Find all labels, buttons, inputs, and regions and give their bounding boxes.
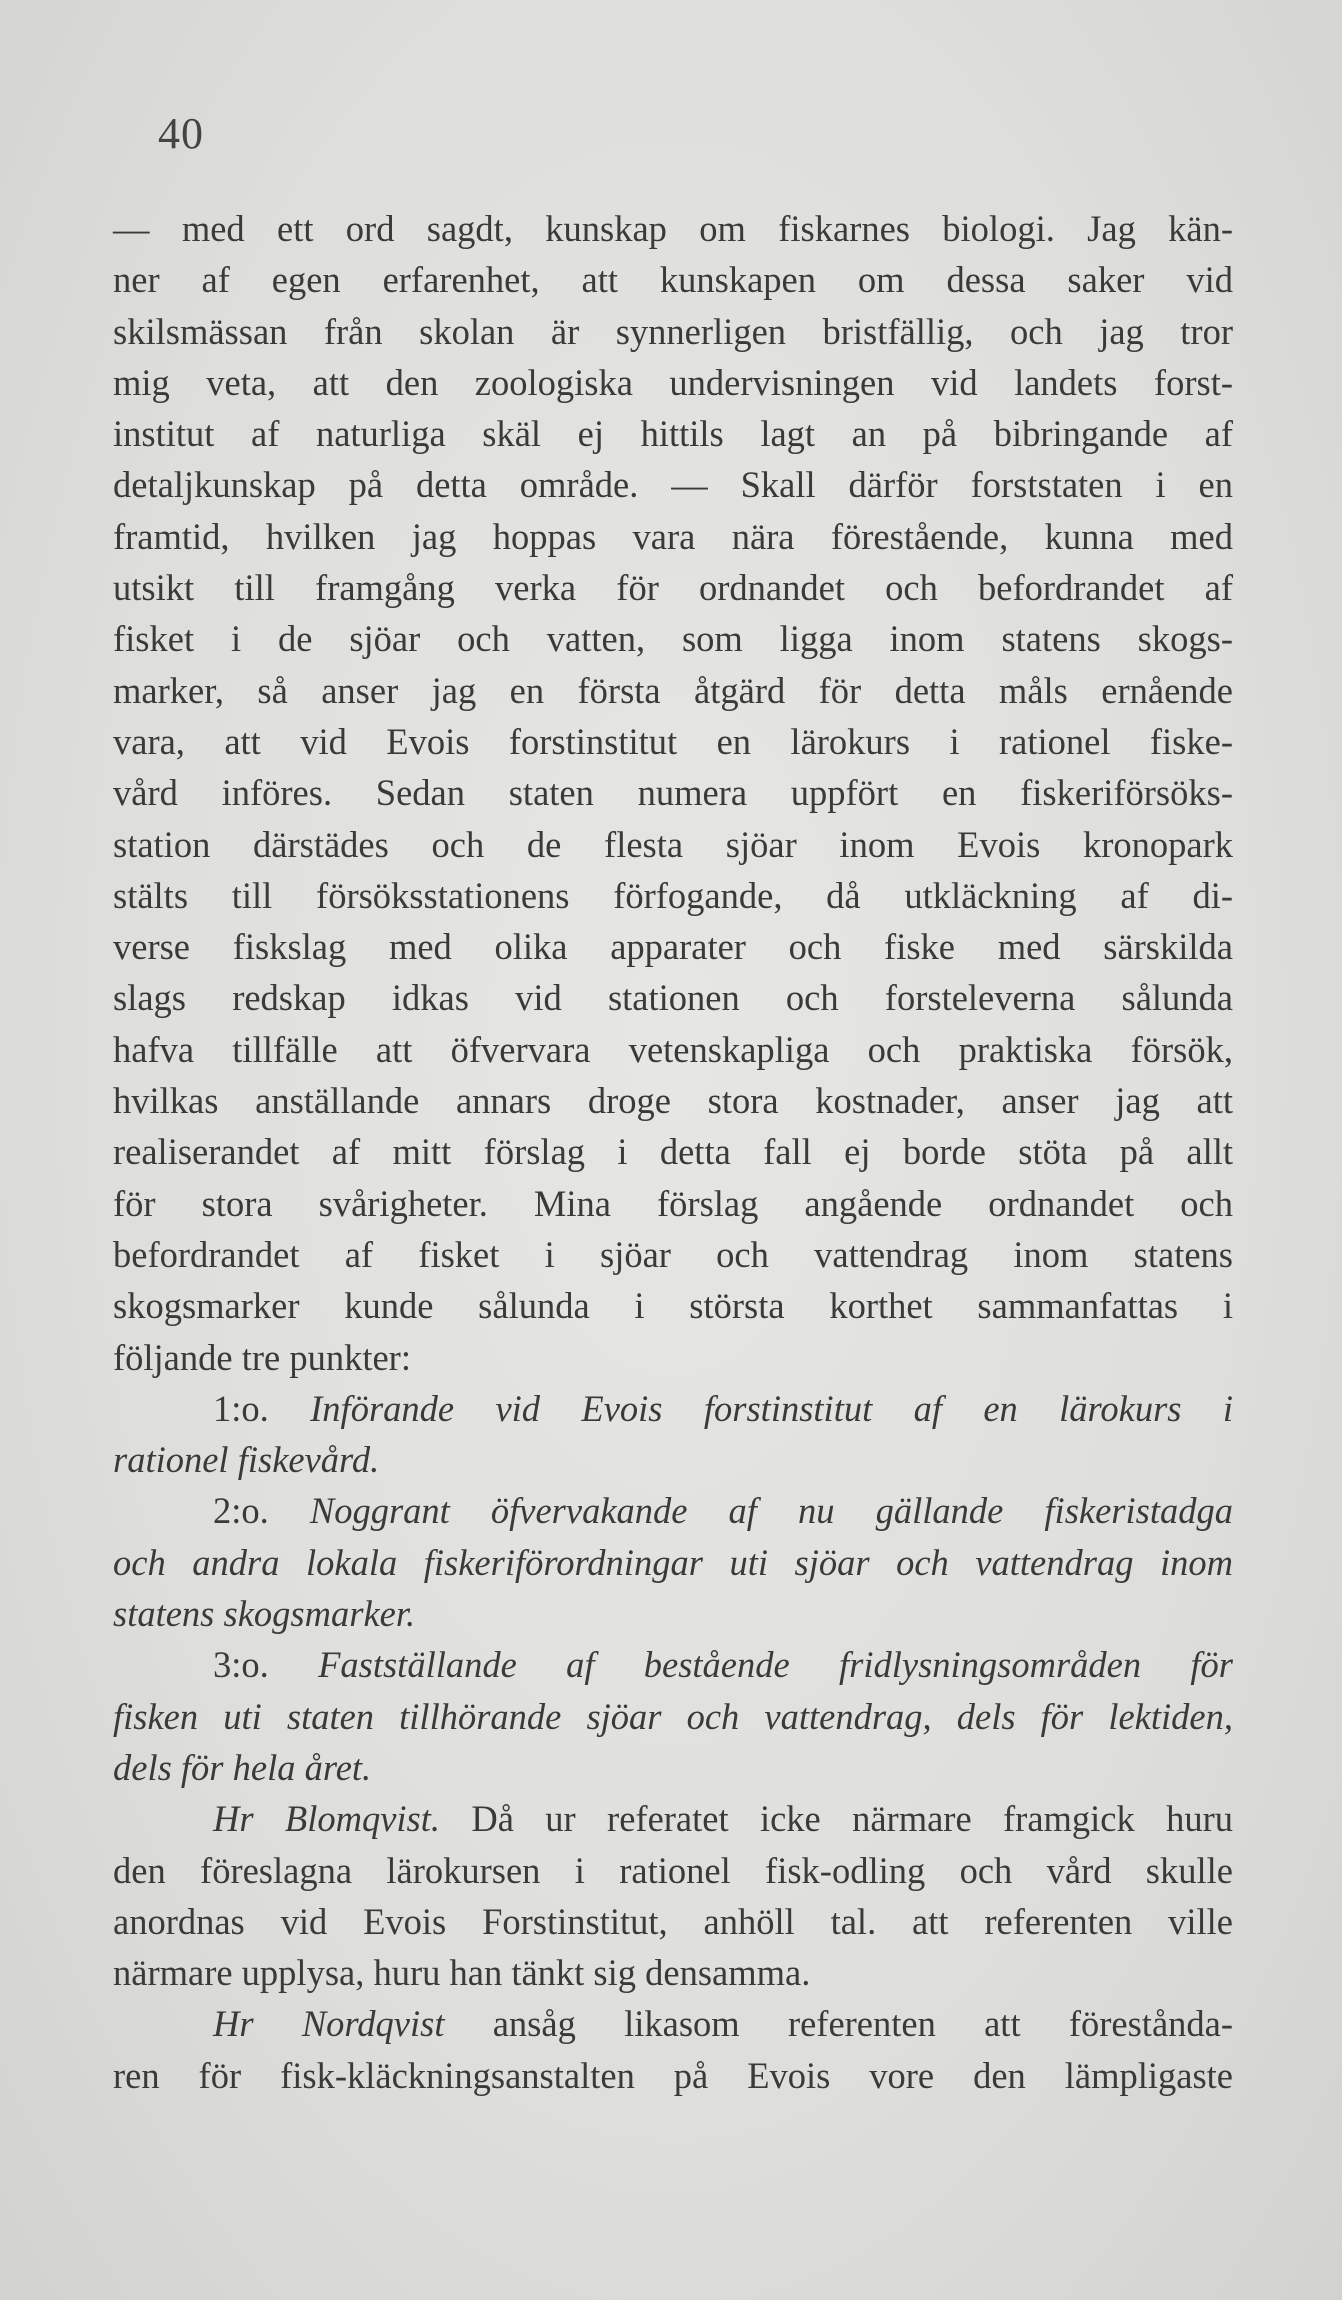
point-text: fisken uti staten tillhörande sjöar och vattendrag, dels för lektiden, <box>113 1695 1233 1737</box>
text-line: stälts till försöksstationens förfogande, då utkläckning af di- <box>113 874 1233 916</box>
point-text: statens skogsmarker. <box>113 1593 416 1635</box>
point-number: 2:o. <box>213 1490 269 1532</box>
text-line: station därstädes och de flesta sjöar inom Evois kronopark <box>113 823 1233 865</box>
point-text: rationel fiskevård. <box>113 1439 380 1481</box>
text-line: mig veta, att den zoologiska undervisningen vid landets forst- <box>113 361 1233 403</box>
point-text: Införande vid Evois forstinstitut af en lärokurs i <box>310 1387 1233 1429</box>
text-line: för stora svårigheter. Mina förslag angående ordnandet och <box>113 1182 1233 1224</box>
speech-text: närmare upplysa, huru han tänkt sig densamma. <box>113 1952 811 1994</box>
text-line: skogsmarker kunde sålunda i största korthet sammanfattas i <box>113 1285 1233 1327</box>
text-line: verse fiskslag med olika apparater och fiske med särskilda <box>113 926 1233 968</box>
text-line: hafva tillfälle att öfvervara vetenskapliga och praktiska försök, <box>113 1028 1233 1070</box>
page-number: 40 <box>158 109 204 158</box>
point-text: dels för hela året. <box>113 1746 372 1788</box>
paragraph-blomqvist <box>113 1793 1233 1998</box>
text-line: hvilkas anställande annars droge stora kostnader, anser jag att <box>113 1080 1233 1122</box>
list-item-point-3 <box>113 1639 1233 1793</box>
text-line: — med ett ord sagdt, kunskap om fiskarnes biologi. Jag kän- <box>113 208 1233 249</box>
text-line: fisket i de sjöar och vatten, som ligga inom statens skogs- <box>113 618 1233 660</box>
text-line: ner af egen erfarenhet, att kunskapen om dessa saker vid <box>113 259 1233 301</box>
point-text: och andra lokala fiskeriförordningar uti sjöar och vattendrag inom <box>113 1541 1233 1583</box>
text-line: vara, att vid Evois forstinstitut en lärokurs i rationel fiske- <box>113 720 1233 762</box>
speech-text: ren för fisk-kläckningsanstalten på Evois vore den lämpligaste <box>113 2054 1233 2096</box>
speech-text: Då ur referatet icke närmare framgick huru <box>471 1798 1234 1840</box>
list-item-point-1 <box>113 1383 1233 1486</box>
text-line: skilsmässan från skolan är synnerligen bristfällig, och jag tror <box>113 310 1233 352</box>
text-line: realiserandet af mitt förslag i detta fall ej borde stöta på allt <box>113 1131 1233 1173</box>
text-line: vård införes. Sedan staten numera uppfört en fiskeriförsöks- <box>113 772 1233 814</box>
speech-text: ansåg likasom referenten att förestånda- <box>492 2003 1234 2045</box>
paragraph-nordqvist <box>113 1998 1233 2101</box>
point-number: 3:o. <box>213 1644 269 1686</box>
point-text: Noggrant öfvervakande af nu gällande fiskeristadga <box>309 1490 1233 1532</box>
text-line: institut af naturliga skäl ej hittils lagt an på bibringande af <box>113 413 1233 455</box>
text-line: slags redskap idkas vid stationen och forsteleverna sålunda <box>113 977 1233 1019</box>
point-number: 1:o. <box>213 1387 269 1429</box>
text-line: följande tre punkter: <box>113 1336 411 1378</box>
point-text: Fastställande af bestående fridlysningsområden för <box>318 1644 1234 1686</box>
speaker-name: Hr Blomqvist. <box>213 1798 441 1840</box>
text-line: utsikt till framgång verka för ordnandet och befordrandet af <box>113 567 1233 609</box>
text-line: framtid, hvilken jag hoppas vara nära förestående, kunna med <box>113 515 1233 557</box>
speech-text: den föreslagna lärokursen i rationel fisk-odling och vård skulle <box>113 1849 1233 1891</box>
list-item-point-2 <box>113 1485 1233 1639</box>
text-line: detaljkunskap på detta område. — Skall därför forststaten i en <box>113 464 1233 506</box>
text-line: befordrandet af fisket i sjöar och vattendrag inom statens <box>113 1233 1233 1275</box>
text-line: marker, så anser jag en första åtgärd för detta måls ernående <box>113 669 1233 711</box>
body-text <box>113 203 1233 2101</box>
speech-text: anordnas vid Evois Forstinstitut, anhöll tal. att referenten ville <box>113 1900 1233 1942</box>
paragraph-main <box>113 203 1233 1383</box>
speaker-name: Hr Nordqvist <box>213 2003 445 2045</box>
